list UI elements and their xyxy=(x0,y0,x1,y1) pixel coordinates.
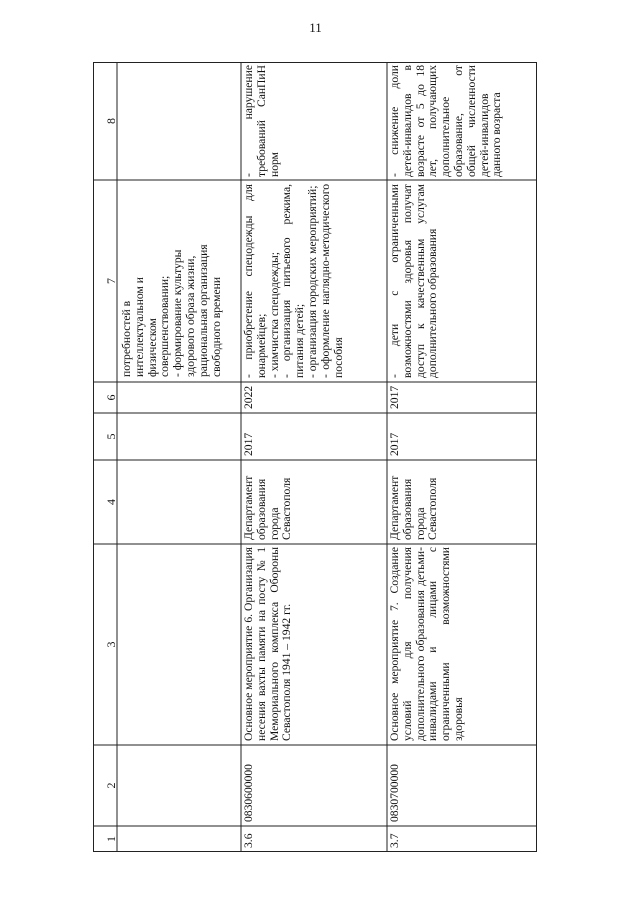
result-line: - организация городских мероприятий; xyxy=(305,185,319,378)
row-3-7-start-year: 2017 xyxy=(388,432,401,456)
row-3-7-activity: Основное мероприятие 7. Создание условий для получения дополнительного образования детьми-инвалидами и лицами с ограниченными возможностями здоровья xyxy=(388,547,465,741)
header-col-8: 8 xyxy=(104,118,118,124)
header-col-4: 4 xyxy=(104,499,118,505)
result-line: - химчистка спецодежды; xyxy=(267,252,281,378)
result-line: здорового образа жизни, xyxy=(183,255,197,377)
header-col-1: 1 xyxy=(104,836,118,842)
header-col-3: 3 xyxy=(104,641,118,648)
header-col-6: 6 xyxy=(104,394,118,401)
result-line: физическом xyxy=(145,318,159,377)
result-line: - дети с ограниченными возможностями здоровья получат доступ к качественным услугам дополнительного образования xyxy=(388,184,440,378)
header-col-5: 5 xyxy=(104,433,118,440)
result-line: - организация питьевого режима, питания детей; xyxy=(280,184,307,378)
row-3-6-end-year: 2022 xyxy=(242,385,255,409)
row-3-6-number: 3.6 xyxy=(242,833,255,848)
rotated-table xyxy=(93,62,537,852)
row-3-6-start-year: 2017 xyxy=(242,432,255,456)
row-3-6-executor: Департамент образования города Севастополя xyxy=(242,475,294,540)
row-3-7-code: 0830700000 xyxy=(388,764,401,822)
row-3-7-result xyxy=(389,184,440,378)
page-number: 11 xyxy=(309,20,322,35)
table-grid xyxy=(93,62,537,852)
header-col-2: 2 xyxy=(104,782,118,789)
row-3-7-consequence: - снижение доли детей-инвалидов в возрасте от 5 до 18 лет, получающих дополнительное образование, от общей численности детей-инвалидов данного возраста xyxy=(388,65,504,177)
result-line: рациональная организация xyxy=(196,244,210,377)
result-line: - оформление наглядно-методического пособия xyxy=(318,184,345,378)
row-3-7-number: 3.7 xyxy=(388,833,401,848)
result-line: - приобретение спецодежды для юнармейцев; xyxy=(242,184,268,378)
row-3-6-consequence: - нарушение требований СанПиН норм xyxy=(242,65,281,177)
result-line: - формирование культуры xyxy=(171,249,185,377)
header-col-7: 7 xyxy=(104,278,118,284)
row-3-6-activity: Основное мероприятие 6. Организация несения вахты памяти на посту № 1 Мемориального комплекса Обороны Севастополя 1941 – 1942 гг. xyxy=(242,547,294,741)
result-line: свободного времени xyxy=(209,276,223,377)
row-3-7-end-year: 2017 xyxy=(388,385,401,409)
row1-result xyxy=(121,185,223,377)
result-line: совершенствовании; xyxy=(158,275,172,377)
result-line: интеллектуальном и xyxy=(132,277,146,377)
result-line: потребностей в xyxy=(120,300,133,377)
row-3-6-code: 0830600000 xyxy=(242,764,255,822)
row-3-7-executor: Департамент образования города Севастополя xyxy=(388,475,440,540)
row-3-6-result xyxy=(243,184,345,378)
